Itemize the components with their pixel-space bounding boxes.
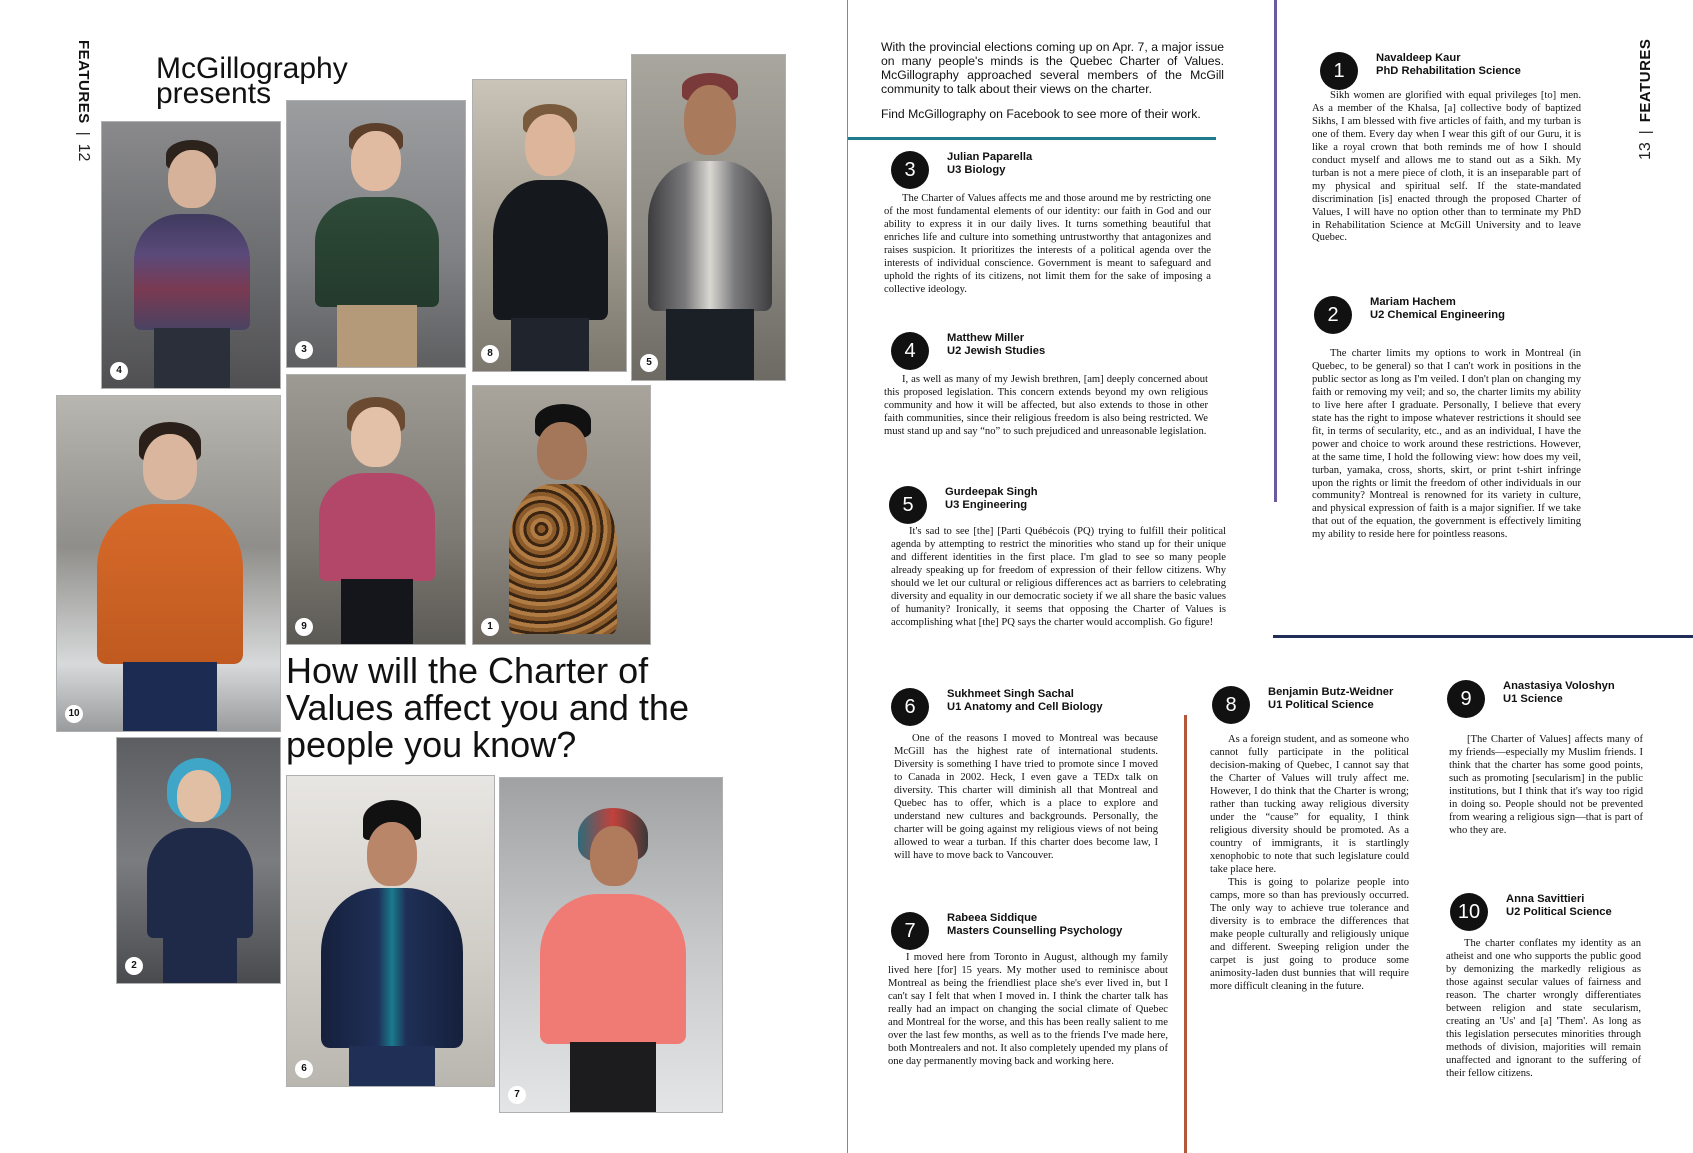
- photo-label-10: 10: [65, 705, 83, 723]
- portrait-photo-8: [472, 79, 627, 372]
- entry-number-7: 7: [891, 912, 929, 950]
- quote-paragraph: I moved here from Toronto in August, although my family lived here [for] 15 years. My mother used to reminisce about Montreal as being the friendliest place she's ever lived in, but I can't say I felt that when I moved in. I think the charter talk has really had an impact on changing the social climate of Quebec and Montreal for the worse, and this has been really salient to me over the last few months, as well as to the friends I've made here, both Montrealers and not. It also completely upended my plans of one day permanently moving back and working here.: [888, 952, 1168, 1067]
- entry-program: U2 Political Science: [1506, 906, 1612, 918]
- entry-program: U2 Jewish Studies: [947, 345, 1046, 357]
- entry-program: PhD Rehabilitation Science: [1376, 65, 1521, 77]
- quote-paragraph: Sikh women are glorified with equal privileges [to] men. As a member of the Khalsa, [a] collective body of baptized Sikhs, I am blessed with five articles of faith, and my turban is one of them. Every day when I wear this gift of our Guru, it is like a royal crown that both reminds me of how I should conduct myself and allows me to stand out as a Sikh. My turban is not a mere piece of cloth, it is an inseparable part of my physical and spiritual self. If the state-mandated discrimination [is] enacted through the proposed Charter of Values, I will have no option other than to terminate my PhD in Rehabilitation Science at McGill University and to leave Quebec.: [1312, 90, 1581, 244]
- quote-paragraph: As a foreign student, and as someone who cannot fully participate in the political decision-making of Quebec, I cannot say that the Charter of Values will truly affect me. However, I do think that the Charter is wrong; rather than tucking away religious diversity under the “cause” for equality, I think religious diversity should be promoted. As a country of immigrants, it is startlingly xenophobic to note that such legislature could take place here.: [1210, 734, 1409, 875]
- entry-name: Mariam Hachem: [1370, 296, 1456, 308]
- entry-name: Benjamin Butz-Weidner: [1268, 686, 1394, 698]
- entry-name: Navaldeep Kaur: [1376, 52, 1461, 64]
- entry-program: U3 Biology: [947, 164, 1006, 176]
- entry-quote: [884, 374, 1208, 439]
- portrait-photo-9: [286, 374, 466, 645]
- intro-call-to-action: Find McGillography on Facebook to see more of their work.: [881, 107, 1201, 121]
- entry-program: U1 Anatomy and Cell Biology: [947, 701, 1103, 713]
- quote-paragraph: I, as well as many of my Jewish brethren, [am] deeply concerned about this proposed legislation. This concern extends beyond my own religious community and how it will be affected, but also extends to those in other faith communities, since their religious freedom is also being restricted. We must stand up and say “no” to such prejudiced and unreasonable legislation.: [884, 374, 1208, 437]
- photo-label-5: 5: [640, 354, 658, 372]
- quote-paragraph: This is going to polarize people into camps, more so than has previously occurred. The only way to achieve true tolerance and diversity is to embrace the differences that make people culturally and religiously unique and different. Sweeping religion under the carpet is just going to produce some animosity-laden dust bunnies that will require more difficult cleaning in the future.: [1210, 877, 1409, 993]
- photo-label-8: 8: [481, 345, 499, 363]
- entry-program: Masters Counselling Psychology: [947, 925, 1123, 937]
- entry-number-10: 10: [1450, 893, 1488, 931]
- entry-number-6: 6: [891, 688, 929, 726]
- quote-paragraph: [The Charter of Values] affects many of my friends—especially my Muslim friends. I think that the charter has some good points, such as promoting [secularism] in the public institutions, but I think that it's way too rigid in doing so. People should not be prevented from wearing a religious sign—that is part of who they are.: [1449, 734, 1643, 836]
- entry-program: U3 Engineering: [945, 499, 1028, 511]
- folio-right-page-number: 13: [1637, 142, 1654, 160]
- quote-paragraph: The charter limits my options to work in Montreal (in Quebec, to be general) so that I can't work in positions in the public sector as long as I'm veiled. I don't plan on changing my faith or removing my veil; and so, the charter limits my ability to live here after I graduate. Personally, I believe that every state has the right to impose whatever restrictions it should see fit, in terms of secularity, etc., and as an individual, I have the power and choice to work around these restrictions. However, at the same time, I hold the following view: how does my veil, turban, yamaka, cross, shorts, skirt, or print t-shirt infringe upon the rights or limit the freedom of other individuals in our community? Montreal is renowned for its variety in culture, and physical expression of faith is a major signifier. If we take that out of the equation, the government is effectively limiting my ability to reside here for pointless reasons.: [1312, 348, 1581, 541]
- rust-rule: [1184, 715, 1187, 1153]
- entry-name: Anastasiya Voloshyn: [1503, 680, 1615, 692]
- folio-right-separator: |: [1637, 130, 1654, 135]
- masthead-title: McGillography: [156, 52, 348, 85]
- photo-label-6: 6: [295, 1060, 313, 1078]
- folio-left-section: FEATURES: [75, 40, 92, 124]
- photo-label-1: 1: [481, 618, 499, 636]
- entry-number-1: 1: [1320, 52, 1358, 90]
- folio-right-section: FEATURES: [1637, 38, 1654, 123]
- entry-quote: [1312, 348, 1581, 542]
- entry-quote: [888, 952, 1168, 1069]
- navy-rule: [1273, 635, 1693, 638]
- folio-left-separator: |: [75, 131, 92, 136]
- portrait-photo-2: [116, 737, 281, 984]
- photo-label-7: 7: [508, 1086, 526, 1104]
- entry-name: Anna Savittieri: [1506, 893, 1585, 905]
- teal-rule: [848, 137, 1216, 140]
- portrait-photo-4: [101, 121, 281, 389]
- purple-rule: [1274, 0, 1277, 502]
- portrait-photo-7: [499, 777, 723, 1113]
- folio-left-page-number: 12: [75, 143, 92, 162]
- portrait-photo-3: [286, 100, 466, 368]
- photo-label-9: 9: [295, 618, 313, 636]
- headline: How will the Charter of Values affect you and the people you know?: [286, 650, 689, 765]
- folio-right: [1637, 39, 1655, 160]
- entry-number-4: 4: [891, 332, 929, 370]
- photo-label-4: 4: [110, 362, 128, 380]
- entry-quote: [1312, 90, 1581, 245]
- folio-left: [74, 40, 92, 161]
- entry-quote: [884, 193, 1211, 297]
- entry-name: Matthew Miller: [947, 332, 1025, 344]
- photo-label-2: 2: [125, 957, 143, 975]
- quote-paragraph: One of the reasons I moved to Montreal was because McGill has the highest rate of international students. Diversity is something I have tried to promote since I moved to Canada in 2002. Heck, I even gave a TEDx talk on diversity. This charter will diminish all that Montreal and Quebec has to offer, which is a place to explore and understand new cultures and backgrounds. Personally, the charter will be going against my religious views of not being allowed to wear a turban. If this charter does become law, I will have to move back to Vancouver.: [894, 733, 1158, 861]
- portrait-photo-6: [286, 775, 495, 1087]
- masthead: [156, 52, 396, 110]
- intro-block: [881, 40, 1224, 132]
- entry-number-8: 8: [1212, 686, 1250, 724]
- quote-paragraph: It's sad to see [the] [Parti Québécois (PQ) trying to fulfill their political agenda by attempting to restrict the minorities who stand up for their unique and different identities in the first place. I'm glad to see so many people already speaking up for freedom of expression of their fellow citizens. Why should we let our cultural or religious differences act as barriers to celebrating diversity and equality in our democratic society if we all share the basic values of humanity? Ironically, it seems that opposing the Charter of Values is accomplishing what [the] PQ says the charter would accomplish. Go figure!: [891, 526, 1226, 628]
- entry-quote: [1449, 734, 1643, 838]
- entry-program: U1 Political Science: [1268, 699, 1374, 711]
- portrait-photo-1: [472, 385, 651, 645]
- portrait-photo-5: [631, 54, 786, 381]
- entry-number-5: 5: [889, 486, 927, 524]
- entry-quote: [1446, 938, 1641, 1080]
- entry-quote: [1210, 734, 1409, 994]
- masthead-subtitle: presents: [156, 77, 272, 110]
- page-spine: [847, 0, 848, 1153]
- entry-number-9: 9: [1447, 680, 1485, 718]
- entry-name: Julian Paparella: [947, 151, 1033, 163]
- entry-name: Rabeea Siddique: [947, 912, 1038, 924]
- intro-paragraph: With the provincial elections coming up on Apr. 7, a major issue on many people's minds is the Quebec Charter of Values. McGillography approached several members of the McGill community to talk about their views on the charter.: [881, 40, 1224, 96]
- quote-paragraph: The Charter of Values affects me and those around me by restricting one of the most fundamental elements of our identity: our faith in God and our ability to express it in our daily lives. It turns something beautiful that enriches life and culture into something untrustworthy that antagonizes and raises suspicion. It prioritizes the interests of a political agenda over the interests of individual conscience. Government is meant to safeguard and uphold the rights of its citizens, not limit them for the sake of imposing a collective ideology.: [884, 193, 1211, 295]
- photo-label-3: 3: [295, 341, 313, 359]
- quote-paragraph: The charter conflates my identity as an atheist and one who supports the public good by demonizing the markedly religious as those against secular values of fairness and reason. The charter wrongly differentiates between religion and state secularism, creating an 'Us' and [a] 'Them'. As long as this legislation persecutes minorities through methods of division, majorities will remain unaffected and ignorant to the suffering of their fellow citizens.: [1446, 938, 1641, 1079]
- entry-quote: [894, 733, 1158, 863]
- entry-name: Sukhmeet Singh Sachal: [947, 688, 1074, 700]
- entry-program: U1 Science: [1503, 693, 1563, 705]
- entry-number-2: 2: [1314, 296, 1352, 334]
- entry-number-3: 3: [891, 151, 929, 189]
- entry-quote: [891, 526, 1226, 630]
- entry-name: Gurdeepak Singh: [945, 486, 1038, 498]
- entry-program: U2 Chemical Engineering: [1370, 309, 1505, 321]
- portrait-photo-10: [56, 395, 281, 732]
